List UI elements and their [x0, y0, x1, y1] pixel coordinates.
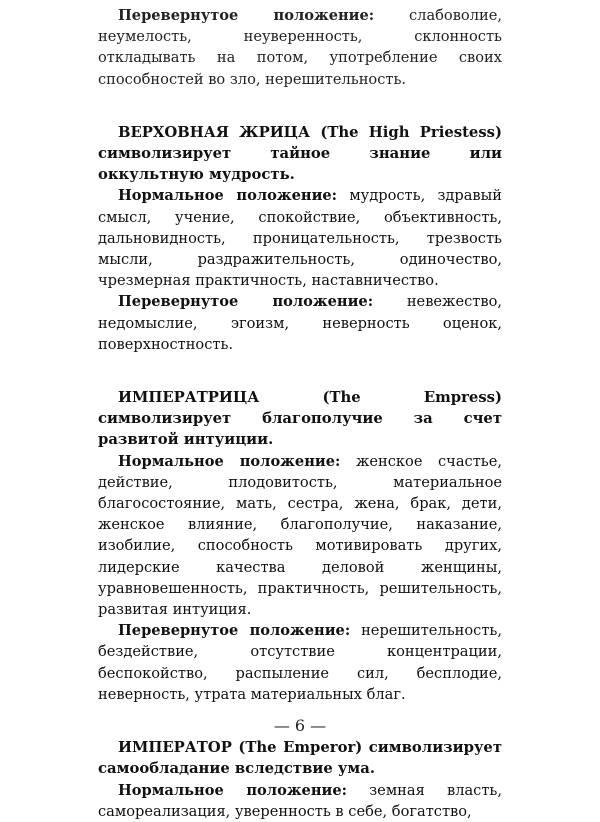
- high-priestess-upright-paragraph: [98, 185, 502, 291]
- high-priestess-title: ВЕРХОВНАЯ ЖРИЦА (The High Priestess) символизирует тайное знание или оккультную мудрость.: [98, 123, 502, 184]
- empress-upright-text: женское счастье, действие, плодовитость, материальное благосостояние, мать, сестра, жена, брак, дети, женское влияние, благополучие, наказание, изобилие, способность мотивировать других, лидерские качества деловой женщины, уравновешенность, практичность, решительность, развитая интуиция.: [98, 452, 502, 619]
- intro-reversed-label: Перевернутое положение:: [118, 7, 375, 24]
- page-number: — 6 —: [273, 716, 327, 735]
- high-priestess-upright-text: мудрость, здравый смысл, учение, спокойствие, объективность, дальновидность, проницательность, трезвость мысли, раздражительность, одиночество, чрезмерная практичность, наставничество.: [98, 187, 502, 290]
- empress-reversed-paragraph: [98, 620, 502, 705]
- high-priestess-upright-label: Нормальное положение:: [118, 187, 338, 205]
- section-gap: [98, 90, 502, 122]
- empress-upright-label: Нормальное положение:: [118, 452, 341, 470]
- emperor-title: ИМПЕРАТОР (The Emperor) символизирует самообладание вследствие ума.: [98, 739, 502, 778]
- intro-reversed-paragraph: [98, 5, 502, 90]
- text-column: [98, 5, 502, 822]
- empress-title: ИМПЕРАТРИЦА (The Empress) символизирует благополучие за счет развитой интуиции.: [98, 389, 502, 449]
- emperor-upright-paragraph: [98, 780, 502, 822]
- emperor-upright-label: Нормальное положение:: [118, 781, 348, 799]
- emperor-upright-text: земная власть, самореализация, уверенность в себе, богатство,: [98, 781, 502, 820]
- empress-reversed-label: Перевернутое положение:: [118, 622, 351, 640]
- section-gap: [98, 355, 502, 387]
- intro-reversed-text: слабоволие, неумелость, неуверенность, склонность откладывать на потом, употребление своих способностей во зло, нерешительность.: [98, 7, 502, 88]
- empress-reversed-text: нерешительность, бездействие, отсутствие концентрации, беспокойство, распыление сил, бесплодие, неверность, утрата материальных благ.: [98, 622, 502, 703]
- empress-upright-paragraph: [98, 451, 502, 621]
- high-priestess-reversed-label: Перевернутое положение:: [118, 293, 374, 311]
- high-priestess-reversed-paragraph: [98, 291, 502, 355]
- high-priestess-reversed-text: невежество, недомыслие, эгоизм, неверность оценок, поверхностность.: [98, 293, 502, 353]
